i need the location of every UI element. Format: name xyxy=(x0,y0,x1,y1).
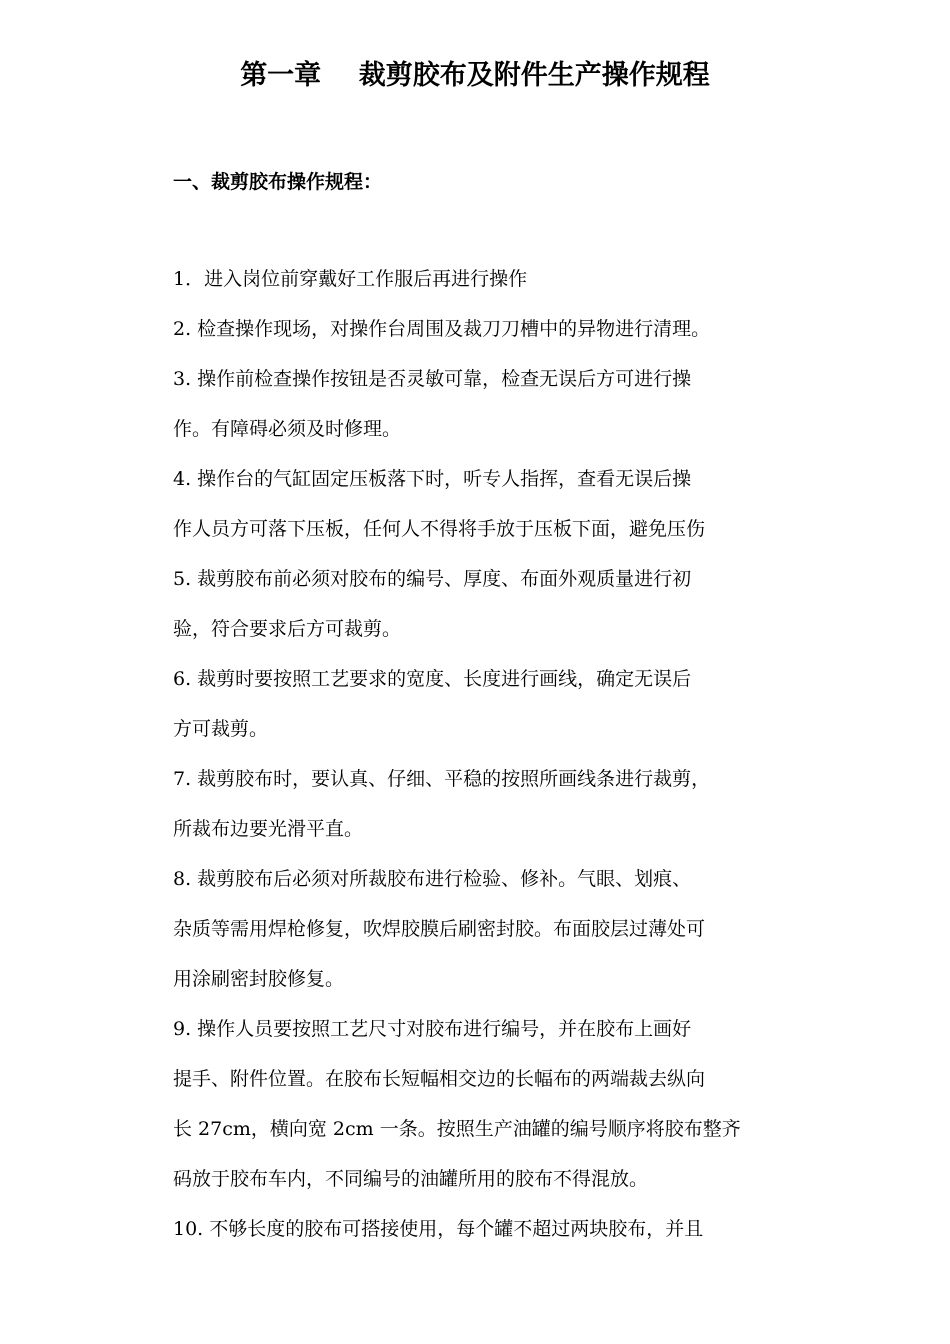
body-line: 2. 检查操作现场，对操作台周围及裁刀刀槽中的异物进行清理。 xyxy=(173,318,711,340)
body-line: 7. 裁剪胶布时，要认真、仔细、平稳的按照所画线条进行裁剪， xyxy=(173,768,711,790)
body-line: 6. 裁剪时要按照工艺要求的宽度、长度进行画线，确定无误后 xyxy=(173,668,692,690)
body-line: 8. 裁剪胶布后必须对所裁胶布进行检验、修补。气眼、划痕、 xyxy=(173,868,692,890)
body-line: 验，符合要求后方可裁剪。 xyxy=(173,618,402,640)
body-line: 提手、附件位置。在胶布长短幅相交边的长幅布的两端裁去纵向 xyxy=(173,1068,706,1090)
body-line: 所裁布边要光滑平直。 xyxy=(173,818,364,840)
body-line: 杂质等需用焊枪修复，吹焊胶膜后刷密封胶。布面胶层过薄处可 xyxy=(173,918,706,940)
body-line: 长 27cm，横向宽 2cm 一条。按照生产油罐的编号顺序将胶布整齐 xyxy=(173,1118,741,1140)
chapter-title: 第一章 裁剪胶布及附件生产操作规程 xyxy=(240,60,710,91)
body-line: 3. 操作前检查操作按钮是否灵敏可靠，检查无误后方可进行操 xyxy=(173,368,692,390)
body-line: 用涂刷密封胶修复。 xyxy=(173,968,345,990)
body-line: 4. 操作台的气缸固定压板落下时，听专人指挥，查看无误后操 xyxy=(173,468,692,490)
body-text xyxy=(173,261,833,1261)
body-line: 5. 裁剪胶布前必须对胶布的编号、厚度、布面外观质量进行初 xyxy=(173,568,692,590)
body-line: 9. 操作人员要按照工艺尺寸对胶布进行编号，并在胶布上画好 xyxy=(173,1018,692,1040)
body-line: 码放于胶布车内，不同编号的油罐所用的胶布不得混放。 xyxy=(173,1168,649,1190)
body-line: 1．进入岗位前穿戴好工作服后再进行操作 xyxy=(173,268,528,290)
body-line: 作。有障碍必须及时修理。 xyxy=(173,418,402,440)
section-heading: 一、裁剪胶布操作规程： xyxy=(173,171,383,193)
body-line: 方可裁剪。 xyxy=(173,718,269,740)
body-line: 10. 不够长度的胶布可搭接使用，每个罐不超过两块胶布，并且 xyxy=(173,1218,704,1240)
body-line: 作人员方可落下压板，任何人不得将手放于压板下面，避免压伤 xyxy=(173,518,706,540)
